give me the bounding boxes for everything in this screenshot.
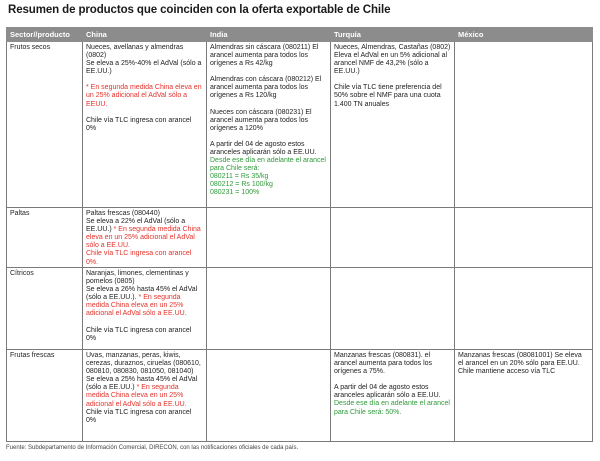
cell-text: Se eleva a 25% hasta 45% el AdVal (sólo a EE.UU.) — [86, 376, 198, 392]
cell-text: Almendras sin cáscara (080211) El arancel aumenta para todos los orígenes a Rs 42/kg — [210, 44, 319, 68]
header-sector: Sector//producto — [7, 28, 83, 42]
cell-text: Almendras con cáscara (080212) El arancel aumenta para todos los orígenes a Rs 120/kg — [210, 76, 322, 100]
india-cell — [207, 42, 331, 208]
cell-text: * En segunda medida China eleva en un 25% adicional el AdVal sólo a EE.UU. — [86, 226, 201, 250]
cell-text: * En segunda medida China eleva en un 25% adicional el AdVal sólo a EEUU. — [86, 84, 202, 108]
cell-text: Chile mantiene acceso vía TLC — [458, 368, 556, 376]
cell-text: * En segunda medida China eleva en un 25% adicional el AdVal sólo a EE.UU. — [86, 294, 187, 318]
cell-text: Se eleva a 25%-40% el AdVal (sólo a EE.UU.) — [86, 60, 202, 76]
table-row — [7, 350, 593, 442]
india-cell — [207, 208, 331, 268]
header-turquia: Turquía — [331, 28, 455, 42]
india-cell — [207, 268, 331, 350]
header-mexico: México — [455, 28, 593, 42]
cell-text: Desde ese día en adelante el arancel para Chile será: — [210, 157, 326, 173]
cell-text: Nueces con cáscara (080231) El arancel aumenta para todos los orígenes a 120% — [210, 108, 312, 132]
china-cell — [83, 42, 207, 208]
india-cell — [207, 350, 331, 442]
china-cell — [83, 208, 207, 268]
mexico-cell — [455, 208, 593, 268]
cell-text: Se eleva a 26% hasta 45% el AdVal (sólo a EE.UU.). — [86, 286, 198, 302]
page-title: Resumen de productos que coinciden con la oferta exportable de Chile — [8, 4, 391, 16]
cell-text: 080231 = 100% — [210, 189, 260, 197]
cell-text: Nueces, avellanas y almendras (0802) — [86, 44, 184, 60]
table-row — [7, 42, 593, 208]
cell-text: Chile vía TLC ingresa con arancel 0% — [86, 326, 192, 342]
source-footnote: Fuente: Subdepartamento de Información Comercial, DIRECON, con las notificaciones oficiales de cada país. — [6, 445, 299, 451]
cell-text: Chile vía TLC ingresa con arancel 0% — [86, 408, 192, 424]
cell-text: Uvas, manzanas, peras, kiwis, cerezas, duraznos, ciruelas (080610, 080810, 080830, 081050, 081040) — [86, 352, 201, 376]
turquia-cell — [331, 42, 455, 208]
cell-text: 080212 = Rs 100/kg — [210, 181, 273, 189]
cell-text: Desde ese día en adelante el arancel para Chile será: 50%. — [334, 400, 450, 416]
turquia-cell — [331, 208, 455, 268]
sector-cell: Paltas — [7, 208, 83, 268]
mexico-cell — [455, 268, 593, 350]
sector-cell: Frutos secos — [7, 42, 83, 208]
cell-text: Chile vía TLC tiene preferencia del 50% sobre el NMF para una cuota 1.400 TN anuales — [334, 84, 442, 108]
mexico-cell — [455, 350, 593, 442]
turquia-cell — [331, 350, 455, 442]
mexico-cell — [455, 42, 593, 208]
sector-cell: Cítricos — [7, 268, 83, 350]
cell-text: Chile vía TLC ingresa con arancel 0% — [86, 116, 192, 132]
table-header-row — [7, 28, 593, 42]
cell-text: Chile vía TLC ingresa con arancel 0%. — [86, 250, 192, 266]
table-row — [7, 268, 593, 350]
china-cell — [83, 350, 207, 442]
cell-text: Naranjas, limones, clementinas y pomelos (0805) — [86, 270, 189, 286]
sector-cell: Frutas frescas — [7, 350, 83, 442]
cell-text: * En segunda medida China eleva en un 25% adicional el AdVal sólo a EE.UU. — [86, 384, 187, 408]
cell-text: Manzanas frescas (080831). el arancel aumenta para todos los orígenes a 75%. — [334, 352, 433, 376]
tariff-summary-table — [6, 27, 593, 442]
cell-text: Paltas frescas (080440) — [86, 210, 160, 217]
cell-text: Eleva el AdVal en un 5% adicional al arancel NMF de 43,2% (sólo a EE.UU.) — [334, 52, 448, 76]
cell-text: A partir del 04 de agosto estos aranceles aplicarán sólo a EE.UU. — [334, 384, 441, 400]
cell-text: Manzanas frescas (08081001) Se eleva el arancel en un 20% sólo para EE.UU. — [458, 352, 582, 368]
china-cell — [83, 268, 207, 350]
cell-text: Se eleva a 22% el AdVal (sólo a EE.UU.) — [86, 218, 186, 234]
header-india: India — [207, 28, 331, 42]
table-body — [7, 42, 593, 442]
cell-text: Nueces, Almendras, Castañas (0802) — [334, 44, 451, 51]
cell-text: A partir del 04 de agosto estos aranceles aplicarán sólo a EE.UU. — [210, 140, 317, 156]
header-china: China — [83, 28, 207, 42]
turquia-cell — [331, 268, 455, 350]
cell-text: 080211 = Rs 35/kg — [210, 173, 269, 181]
table-row — [7, 208, 593, 268]
